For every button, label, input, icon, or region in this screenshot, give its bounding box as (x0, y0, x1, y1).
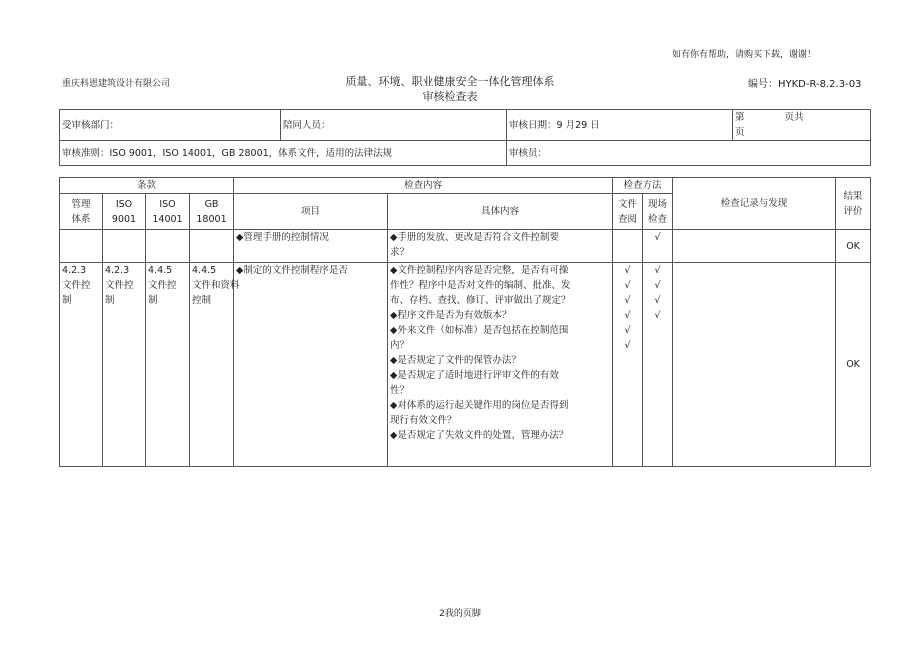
row1-item: ◆管理手册的控制情况 (234, 230, 388, 263)
row2-gb-cell (190, 263, 240, 467)
check-mark: √ (654, 295, 661, 306)
row2-iso9001-line1: 4.2.3 (105, 265, 130, 276)
row2-detail-line: 内？ (390, 340, 410, 351)
check-mark: √ (624, 295, 631, 306)
checklist-table (59, 177, 871, 467)
page-no-label: 第 (735, 112, 745, 123)
result-header-line1: 结果 (843, 190, 863, 202)
top-note: 如有你有帮助，请购买下载，谢谢！ (672, 50, 817, 60)
info-table (59, 109, 871, 166)
document-title: 质量、环境、职业健康安全一体化管理体系 (345, 75, 555, 88)
iso9001-header (103, 194, 146, 230)
audit-criteria: 审核准则：ISO 9001，ISO 14001，GB 28001，体系文件，适用的法律法规 (62, 147, 393, 159)
record-header: 检查记录与发现 (673, 178, 836, 230)
row2-detail-line: 作性？程序中是否对文件的编制、批准、发 (390, 280, 571, 291)
mgmt-header-line2: 体系 (71, 213, 91, 225)
result-header (836, 178, 871, 230)
row1-doc-mark (613, 230, 643, 263)
iso9001-header-line2: 9001 (111, 213, 137, 225)
audit-date: 审核日期：9 月29 日 (509, 119, 600, 131)
clause-header: 条款 (60, 178, 234, 194)
check-mark: √ (624, 265, 631, 276)
row2-iso9001-line3: 制 (105, 295, 115, 306)
criteria-cell (60, 141, 507, 166)
check-mark: √ (654, 310, 661, 321)
row2-doc-marks (613, 263, 643, 467)
table-row (60, 263, 871, 467)
row2-detail-line: ◆程序文件是否为有效版本？ (390, 310, 512, 321)
row2-mgmt-line1: 4.2.3 (62, 265, 87, 276)
gb-header-line2: 18001 (196, 213, 227, 225)
row1-detail-line2: 求？ (390, 247, 410, 258)
row1-mgmt-cell (60, 230, 103, 263)
row2-detail-line: ◆是否规定了适时地进行评审文件的有效 (390, 370, 559, 381)
check-mark: √ (654, 265, 661, 276)
row2-result: OK (836, 263, 871, 467)
row2-iso14001-line3: 制 (148, 295, 158, 306)
method-doc-header (613, 194, 643, 230)
auditor-label: 审核员： (509, 147, 548, 159)
row2-gb-line3: 控制 (192, 295, 212, 306)
row2-detail-line: ◆外来文件（如标准）是否包括在控制范围 (390, 325, 569, 336)
row1-detail-line1: ◆手册的发放、更改是否符合文件控制要 (390, 232, 559, 243)
check-mark: √ (624, 325, 631, 336)
check-mark: √ (654, 280, 661, 291)
page-number-cell (733, 110, 871, 141)
row2-iso14001-line1: 4.4.5 (148, 265, 173, 276)
audited-dept-label: 受审核部门： (62, 119, 120, 131)
table-row (60, 230, 871, 263)
row1-iso9001-cell (103, 230, 146, 263)
row2-mgmt-cell (60, 263, 103, 467)
row2-record (673, 263, 836, 467)
row2-iso14001-cell (146, 263, 190, 467)
row2-detail-line: ◆是否规定了失效文件的处置、管理办法？ (390, 430, 569, 441)
iso9001-header-line1: ISO (115, 198, 133, 210)
method-site-header (643, 194, 673, 230)
row2-gb-line2: 文件和资料 (192, 280, 240, 291)
accompany-cell (281, 110, 507, 141)
row2-mgmt-line2: 文件控 (62, 280, 91, 291)
method-doc-line1: 文件 (618, 198, 638, 210)
row2-detail-line: ◆是否规定了文件的保管办法？ (390, 355, 521, 366)
check-mark: √ (624, 340, 631, 351)
mgmt-header-line1: 管理 (71, 198, 91, 210)
result-header-line2: 评价 (843, 205, 863, 217)
gb-header (190, 194, 234, 230)
row2-site-marks (643, 263, 673, 467)
row2-detail-line: ◆对体系的运行起关键作用的岗位是否得到 (390, 400, 569, 411)
accompany-label: 陪同人员： (283, 119, 331, 131)
page-unit-label: 页 (735, 127, 745, 138)
company-name: 重庆科恩建筑设计有限公司 (62, 79, 171, 89)
check-method-header: 检查方法 (613, 178, 673, 194)
row1-result: OK (836, 230, 871, 263)
row2-detail-line: ◆文件控制程序内容是否完整，是否有可操 (390, 265, 569, 276)
gb-header-line1: GB (204, 198, 219, 210)
page-footer: 2我的页脚 (439, 609, 481, 619)
detail-header: 具体内容 (388, 194, 613, 230)
page-total-label: 页共 (784, 112, 804, 123)
row2-detail-line: 性？ (390, 385, 410, 396)
iso14001-header (146, 194, 190, 230)
method-site-line2: 检查 (648, 213, 668, 225)
document-subtitle: 审核检查表 (422, 90, 478, 103)
audit-date-cell (507, 110, 733, 141)
row2-mgmt-line3: 制 (62, 295, 72, 306)
row2-item: ◆制定的文件控制程序是否 (234, 263, 388, 467)
document-code: 编号：HYKD-R-8.2.3-03 (748, 79, 862, 90)
check-content-header: 检查内容 (234, 178, 613, 194)
check-mark: √ (624, 280, 631, 291)
row1-detail (388, 230, 613, 263)
iso14001-header-line2: 14001 (152, 213, 183, 225)
row2-iso9001-line2: 文件控 (105, 280, 134, 291)
row1-iso14001-cell (146, 230, 190, 263)
mgmt-system-header (60, 194, 103, 230)
row2-detail (388, 263, 613, 467)
row2-detail-line: 布、存档、查找、修订、评审做出了规定？ (390, 295, 571, 306)
row1-record (673, 230, 836, 263)
row2-gb-line1: 4.4.5 (192, 265, 217, 276)
row2-iso9001-cell (103, 263, 146, 467)
check-mark: √ (624, 310, 631, 321)
row1-site-mark: √ (643, 230, 673, 263)
audited-dept-cell (60, 110, 281, 141)
method-doc-line2: 查阅 (618, 213, 638, 225)
item-header: 项目 (234, 194, 388, 230)
row2-detail-line: 现行有效文件？ (390, 415, 457, 426)
auditor-cell (507, 141, 871, 166)
iso14001-header-line1: ISO (159, 198, 176, 210)
method-site-line1: 现场 (648, 198, 668, 210)
row2-iso14001-line2: 文件控 (148, 280, 177, 291)
row1-gb-cell (190, 230, 234, 263)
